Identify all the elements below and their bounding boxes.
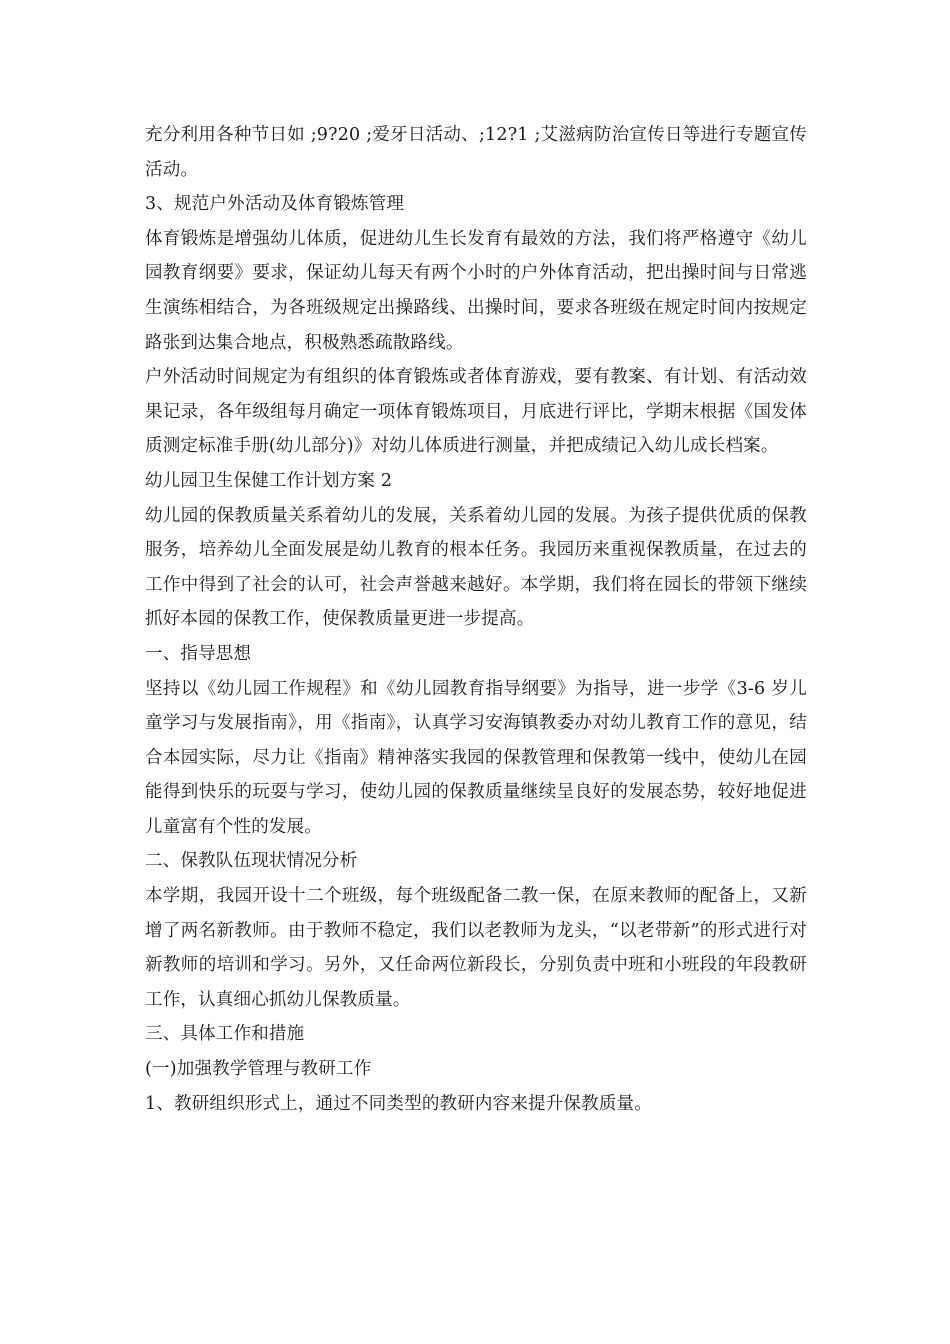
paragraph-physical-exercise: 体育锻炼是增强幼儿体质，促进幼儿生长发育有最效的方法，我们将严格遵守《幼儿园教育纲要》要求，保证幼儿每天有两个小时的户外体育活动，把出操时间与日常逃生演练相结合，为各班级规定出操路线、出操时间，要求各班级在规定时间内按规定路张到达集合地点，积极熟悉疏散路线。 xyxy=(145,228,807,353)
heading-staff-analysis: 二、保教队伍现状情况分析 xyxy=(145,851,358,872)
paragraph-research-forms: 1、教研组织形式上，通过不同类型的教研内容来提升保教质量。 xyxy=(145,1093,652,1114)
heading-measures: 三、具体工作和措施 xyxy=(145,1024,305,1045)
paragraph-guiding-ideology: 坚持以《幼儿园工作规程》和《幼儿园教育指导纲要》为指导，进一步学《3-6 岁儿童学习与发展指南》，用《指南》，认真学习安海镇教委办对幼儿教育工作的意见，结合本园实际，尽力让《指南》精神落实我园的保教管理和保教第一线中，使幼儿在园能得到快乐的玩耍与学习，使幼儿园的保教质量继续呈良好的发展态势，较好地促进儿童富有个性的发展。 xyxy=(145,678,807,837)
paragraph-staff-analysis: 本学期，我园开设十二个班级，每个班级配备二教一保，在原来教师的配备上，又新增了两名新教师。由于教师不稳定，我们以老教师为龙头，“以老带新”的形式进行对新教师的培训和学习。另外，又任命两位新段长，分别负责中班和小班段的年段教研工作，认真细心抓幼儿保教质量。 xyxy=(145,886,807,1010)
paragraph-outdoor-time-rules: 户外活动时间规定为有组织的体育锻炼或者体育游戏，要有教案、有计划、有活动效果记录，各年级组每月确定一项体育锻炼项目，月底进行评比，学期末根据《国发体质测定标准手册(幼儿部分)》对幼儿体质进行测量，并把成绩记入幼儿成长档案。 xyxy=(145,367,807,457)
heading-outdoor-activities: 3、规范户外活动及体育锻炼管理 xyxy=(145,194,405,215)
paragraph-care-quality: 幼儿园的保教质量关系着幼儿的发展，关系着幼儿园的发展。为孩子提供优质的保教服务，培养幼儿全面发展是幼儿教育的根本任务。我园历来重视保教质量，在过去的工作中得到了社会的认可，社会声誉越来越好。本学期，我们将在园长的带领下继续抓好本园的保教工作，使保教质量更进一步提高。 xyxy=(145,505,807,630)
subheading-teaching-management: (一)加强教学管理与教研工作 xyxy=(145,1059,372,1080)
heading-plan-2: 幼儿园卫生保健工作计划方案 2 xyxy=(145,470,393,491)
heading-guiding-ideology: 一、指导思想 xyxy=(145,643,252,664)
document-body xyxy=(145,118,807,1121)
paragraph-festival-activities: 充分利用各种节日如 ;9?20 ;爱牙日活动、;12?1 ;艾滋病防治宣传日等进行专题宣传活动。 xyxy=(145,125,807,180)
